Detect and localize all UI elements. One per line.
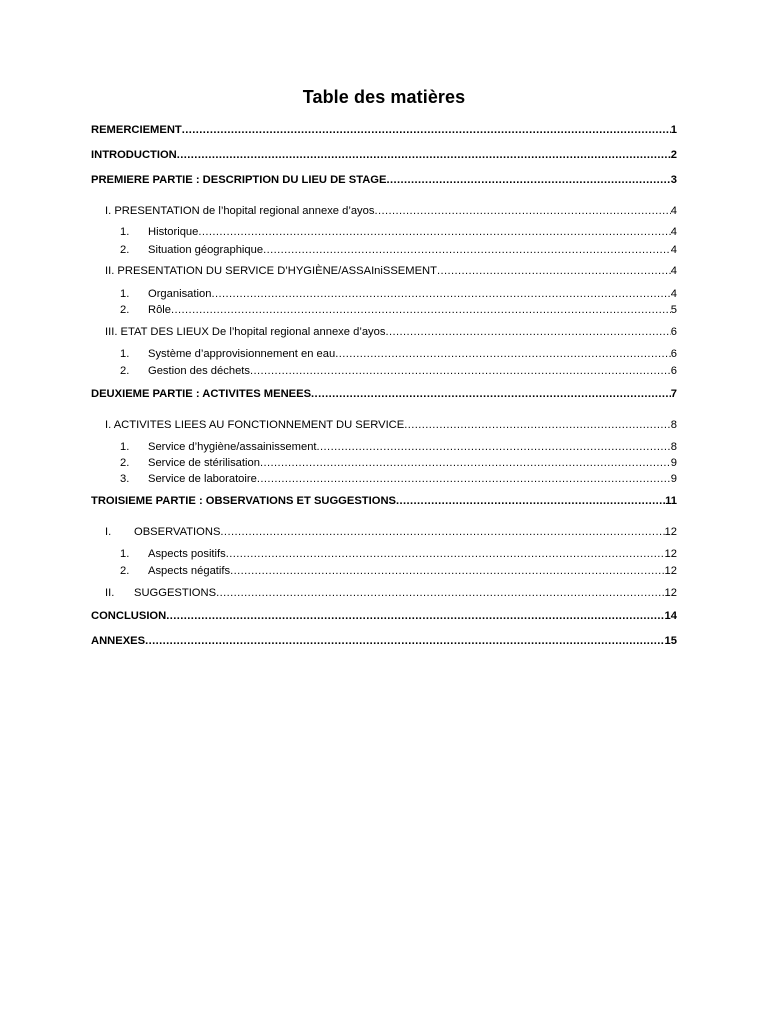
toc-entry-number: II. — [105, 587, 115, 599]
toc-dot-leader — [220, 525, 664, 539]
toc-entry-number: 1. — [120, 226, 130, 238]
toc-dot-leader — [374, 204, 670, 218]
toc-page-number: 12 — [664, 548, 677, 560]
toc-page-number: 4 — [670, 205, 677, 217]
toc-entry-number: 2. — [120, 565, 130, 577]
toc-dot-leader — [211, 287, 670, 301]
toc-entry-number: 1. — [120, 548, 130, 560]
toc-entry-label: Aspects positifs — [148, 548, 226, 560]
toc-dot-leader — [311, 387, 671, 401]
toc-entry-situation-geographique[interactable] — [120, 243, 677, 257]
toc-entry-label: Gestion des déchets — [148, 365, 250, 377]
toc-entry-label: OBSERVATIONS — [134, 526, 221, 538]
toc-dot-leader — [257, 472, 671, 486]
toc-dot-leader — [385, 325, 670, 339]
toc-page-number: 2 — [670, 149, 677, 161]
toc-dot-leader — [260, 456, 671, 470]
toc-entry-label: Service de laboratoire — [148, 473, 257, 485]
toc-dot-leader — [230, 564, 664, 578]
toc-page-number: 14 — [664, 610, 677, 622]
toc-entry-label: SUGGESTIONS — [134, 587, 217, 599]
toc-entry-introduction[interactable] — [91, 148, 677, 162]
toc-entry-service-sterilisation[interactable] — [120, 456, 677, 470]
toc-entry-label: REMERCIEMENT — [91, 124, 182, 136]
toc-entry-label: Aspects négatifs — [148, 565, 231, 577]
toc-entry-remerciement[interactable] — [91, 123, 677, 137]
toc-dot-leader — [171, 303, 671, 317]
toc-entry-gestion-dechets[interactable] — [120, 364, 677, 378]
toc-entry-approvisionnement-eau[interactable] — [120, 347, 677, 361]
toc-page-number: 1 — [670, 124, 677, 136]
toc-entry-number: 1. — [120, 441, 130, 453]
toc-dot-leader — [404, 418, 671, 432]
toc-page-number: 6 — [670, 365, 677, 377]
toc-entry-label: Rôle — [148, 304, 172, 316]
toc-entry-number: 2. — [120, 365, 130, 377]
toc-page-number: 4 — [670, 265, 677, 277]
toc-dot-leader — [226, 547, 665, 561]
toc-entry-label: I. PRESENTATION de l’hopital regional annexe d’ayos — [105, 205, 375, 217]
toc-page-number: 4 — [670, 288, 677, 300]
toc-entry-number: 3. — [120, 473, 130, 485]
toc-entry-label: DEUXIEME PARTIE : ACTIVITES MENEES — [91, 388, 312, 400]
toc-entry-label: PREMIERE PARTIE : DESCRIPTION DU LIEU DE STAGE — [91, 174, 387, 186]
toc-page-number: 12 — [664, 587, 677, 599]
toc-entry-number: I. — [105, 526, 112, 538]
toc-dot-leader — [250, 364, 671, 378]
toc-entry-label: Système d’approvisionnement en eau — [148, 348, 336, 360]
toc-dot-leader — [437, 264, 671, 278]
toc-dot-leader — [263, 243, 671, 257]
toc-entry-aspects-negatifs[interactable] — [120, 564, 677, 578]
toc-dot-leader — [177, 148, 671, 162]
toc-entry-premiere-partie[interactable] — [91, 173, 677, 187]
toc-page-number: 7 — [670, 388, 677, 400]
toc-entry-etat-des-lieux[interactable] — [105, 325, 677, 339]
toc-dot-leader — [335, 347, 671, 361]
toc-entry-presentation-hopital[interactable] — [105, 204, 677, 218]
toc-entry-label: Historique — [148, 226, 199, 238]
toc-dot-leader — [317, 440, 671, 454]
toc-page-number: 11 — [665, 495, 677, 507]
toc-entry-presentation-service[interactable] — [105, 264, 677, 278]
toc-entry-number: 2. — [120, 457, 130, 469]
toc-dot-leader — [182, 123, 671, 137]
toc-page-number: 9 — [670, 473, 677, 485]
toc-page-number: 12 — [664, 526, 677, 538]
toc-dot-leader — [198, 225, 670, 239]
toc-page-number: 9 — [670, 457, 677, 469]
toc-entry-service-hygiene[interactable] — [120, 440, 677, 454]
toc-entry-deuxieme-partie[interactable] — [91, 387, 677, 401]
toc-page-number: 8 — [670, 441, 677, 453]
toc-entry-role[interactable] — [120, 303, 677, 317]
toc-entry-label: I. ACTIVITES LIEES AU FONCTIONNEMENT DU SERVICE — [105, 419, 405, 431]
toc-page-number: 15 — [664, 635, 677, 647]
toc-entry-observations[interactable] — [105, 525, 677, 539]
toc-page-number: 6 — [670, 326, 677, 338]
toc-page-number: 4 — [670, 226, 677, 238]
toc-dot-leader — [386, 173, 670, 187]
toc-entry-number: 1. — [120, 288, 130, 300]
toc-entry-annexes[interactable] — [91, 634, 677, 648]
toc-dot-leader — [145, 634, 664, 648]
toc-entry-activites-liees[interactable] — [105, 418, 677, 432]
page-title: Table des matières — [302, 87, 466, 107]
toc-entry-number: 2. — [120, 244, 130, 256]
toc-entry-number: 2. — [120, 304, 130, 316]
toc-entry-number: 1. — [120, 348, 130, 360]
toc-entry-service-laboratoire[interactable] — [120, 472, 677, 486]
toc-entry-conclusion[interactable] — [91, 609, 677, 623]
toc-entry-historique[interactable] — [120, 225, 677, 239]
toc-entry-troisieme-partie[interactable] — [91, 494, 677, 508]
toc-entry-label: ANNEXES — [91, 635, 146, 647]
toc-page-number: 3 — [670, 174, 677, 186]
toc-dot-leader — [396, 494, 665, 508]
toc-entry-label: Service d’hygiène/assainissement — [148, 441, 317, 453]
toc-entry-label: INTRODUCTION — [91, 149, 177, 161]
toc-dot-leader — [216, 586, 664, 600]
toc-entry-label: II. PRESENTATION DU SERVICE D’HYGIÈNE/ASSAIniSSEMENT — [105, 265, 437, 277]
toc-page-number: 12 — [664, 565, 677, 577]
toc-entry-aspects-positifs[interactable] — [120, 547, 677, 561]
toc-entry-label: III. ETAT DES LIEUX De l’hopital regional annexe d’ayos — [105, 326, 386, 338]
toc-page-number: 5 — [670, 304, 677, 316]
toc-entry-suggestions[interactable] — [105, 586, 677, 600]
toc-entry-label: CONCLUSION — [91, 610, 167, 622]
toc-dot-leader — [166, 609, 664, 623]
toc-page-number: 8 — [670, 419, 677, 431]
toc-page-number: 4 — [670, 244, 677, 256]
toc-entry-label: TROISIEME PARTIE : OBSERVATIONS ET SUGGESTIONS — [91, 495, 396, 507]
toc-entry-label: Organisation — [148, 288, 212, 300]
toc-entry-label: Service de stérilisation — [148, 457, 260, 469]
toc-entry-organisation[interactable] — [120, 287, 677, 301]
toc-page-number: 6 — [670, 348, 677, 360]
toc-entry-label: Situation géographique — [148, 244, 264, 256]
